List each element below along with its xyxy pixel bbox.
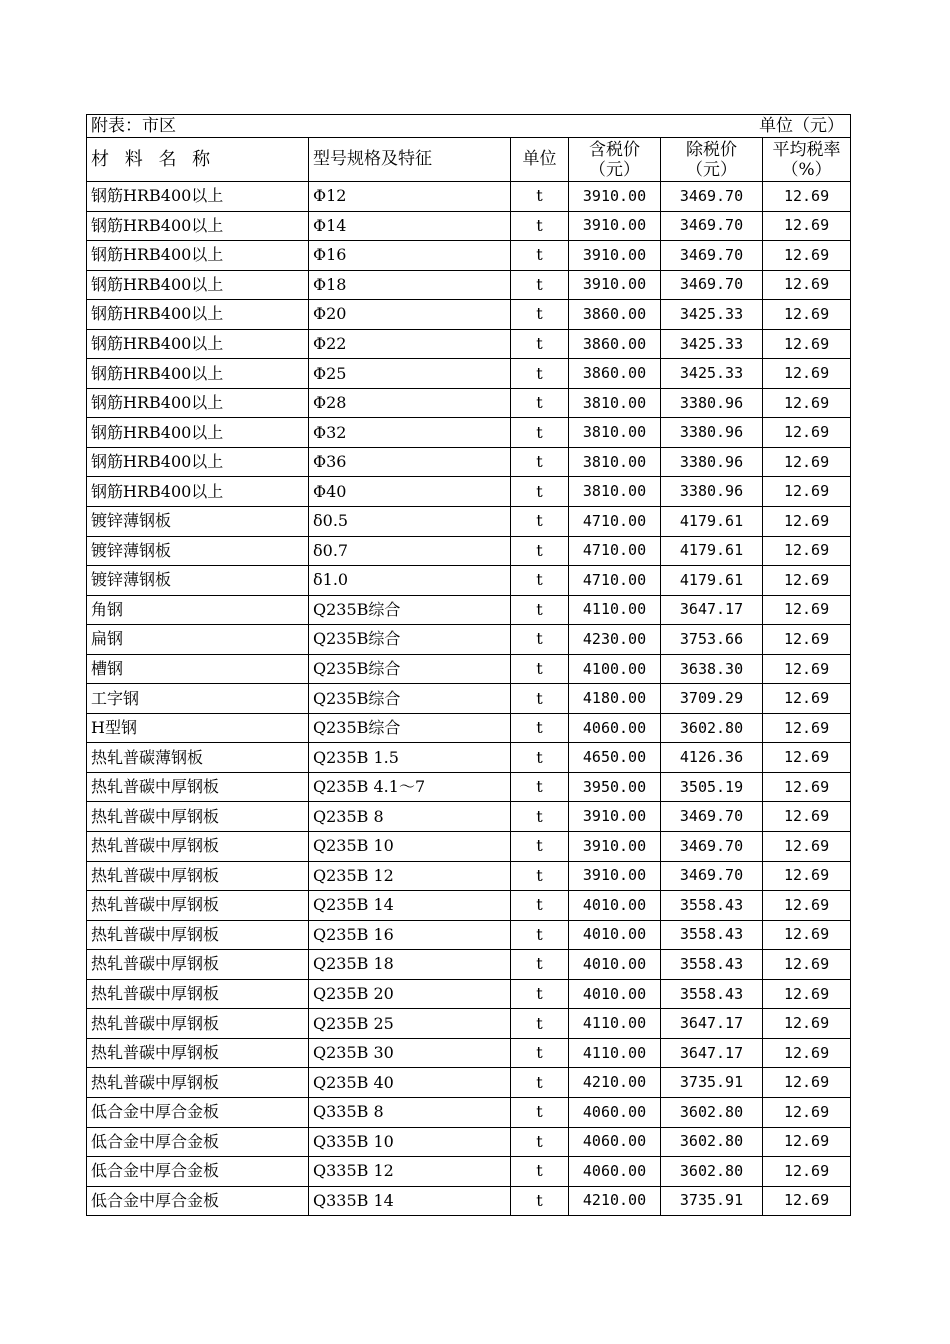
cell-unit: t [511, 359, 569, 389]
cell-name: 热轧普碳中厚钢板 [87, 861, 309, 891]
cell-spec: Q235B 10 [309, 832, 511, 862]
cell-unit: t [511, 772, 569, 802]
cell-price-notax: 3647.17 [661, 595, 763, 625]
cell-rate: 12.69 [763, 625, 851, 655]
cell-price-notax: 3647.17 [661, 1038, 763, 1068]
header-price-tax [569, 138, 661, 182]
cell-price-notax: 3505.19 [661, 772, 763, 802]
cell-price-notax: 4179.61 [661, 507, 763, 537]
cell-spec: Φ36 [309, 447, 511, 477]
cell-rate: 12.69 [763, 861, 851, 891]
table-row [87, 1009, 851, 1039]
cell-unit: t [511, 507, 569, 537]
cell-price-notax: 3602.80 [661, 1097, 763, 1127]
cell-unit: t [511, 1097, 569, 1127]
cell-rate: 12.69 [763, 241, 851, 271]
cell-spec: δ0.7 [309, 536, 511, 566]
cell-spec: Q235B 25 [309, 1009, 511, 1039]
cell-name: 热轧普碳中厚钢板 [87, 1009, 309, 1039]
table-row [87, 802, 851, 832]
table-row [87, 447, 851, 477]
cell-price-tax: 3910.00 [569, 832, 661, 862]
cell-name: 低合金中厚合金板 [87, 1157, 309, 1187]
cell-spec: δ0.5 [309, 507, 511, 537]
cell-price-tax: 4010.00 [569, 979, 661, 1009]
table-row [87, 625, 851, 655]
cell-price-tax: 3910.00 [569, 182, 661, 212]
cell-name: 钢筋HRB400以上 [87, 388, 309, 418]
cell-spec: δ1.0 [309, 566, 511, 596]
table-row [87, 654, 851, 684]
cell-name: 镀锌薄钢板 [87, 536, 309, 566]
cell-name: 钢筋HRB400以上 [87, 329, 309, 359]
cell-spec: Q235B 12 [309, 861, 511, 891]
cell-price-notax: 3558.43 [661, 920, 763, 950]
cell-price-notax: 3735.91 [661, 1186, 763, 1216]
cell-price-tax: 4060.00 [569, 713, 661, 743]
cell-price-notax: 4179.61 [661, 536, 763, 566]
cell-rate: 12.69 [763, 802, 851, 832]
header-rate-line2: （%） [781, 159, 832, 180]
header-rate-line1: 平均税率 [772, 139, 841, 160]
cell-name: 扁钢 [87, 625, 309, 655]
cell-spec: Q235B 1.5 [309, 743, 511, 773]
cell-price-notax: 3425.33 [661, 329, 763, 359]
cell-unit: t [511, 1038, 569, 1068]
cell-spec: Φ40 [309, 477, 511, 507]
cell-unit: t [511, 211, 569, 241]
table-row [87, 861, 851, 891]
cell-spec: Q335B 14 [309, 1186, 511, 1216]
cell-rate: 12.69 [763, 1157, 851, 1187]
cell-name: 角钢 [87, 595, 309, 625]
cell-rate: 12.69 [763, 1009, 851, 1039]
table-row [87, 182, 851, 212]
cell-price-tax: 4010.00 [569, 891, 661, 921]
cell-unit: t [511, 1157, 569, 1187]
table-row [87, 329, 851, 359]
price-sheet [86, 114, 850, 1216]
cell-unit: t [511, 861, 569, 891]
cell-price-notax: 4179.61 [661, 566, 763, 596]
cell-unit: t [511, 713, 569, 743]
cell-price-tax: 4110.00 [569, 1038, 661, 1068]
cell-price-notax: 3638.30 [661, 654, 763, 684]
cell-price-notax: 3469.70 [661, 832, 763, 862]
cell-price-tax: 3950.00 [569, 772, 661, 802]
header-spec: 型号规格及特征 [309, 138, 511, 182]
cell-price-notax: 3380.96 [661, 418, 763, 448]
table-row [87, 920, 851, 950]
cell-rate: 12.69 [763, 595, 851, 625]
cell-name: 热轧普碳中厚钢板 [87, 802, 309, 832]
cell-price-notax: 3469.70 [661, 241, 763, 271]
header-price-notax-line2: （元） [686, 159, 737, 180]
cell-spec: Q235B 20 [309, 979, 511, 1009]
cell-spec: Q235B综合 [309, 684, 511, 714]
cell-price-tax: 3910.00 [569, 270, 661, 300]
cell-price-tax: 3910.00 [569, 211, 661, 241]
cell-unit: t [511, 241, 569, 271]
cell-price-tax: 3860.00 [569, 329, 661, 359]
cell-unit: t [511, 891, 569, 921]
cell-spec: Φ14 [309, 211, 511, 241]
cell-price-tax: 3860.00 [569, 359, 661, 389]
cell-price-notax: 4126.36 [661, 743, 763, 773]
cell-rate: 12.69 [763, 359, 851, 389]
header-row [87, 138, 851, 182]
table-row [87, 772, 851, 802]
cell-rate: 12.69 [763, 566, 851, 596]
header-price-notax [661, 138, 763, 182]
header-price-tax-line2: （元） [589, 159, 640, 180]
cell-price-tax: 3910.00 [569, 861, 661, 891]
header-unit: 单位 [511, 138, 569, 182]
table-row [87, 713, 851, 743]
cell-spec: Q235B 40 [309, 1068, 511, 1098]
cell-unit: t [511, 920, 569, 950]
cell-price-notax: 3602.80 [661, 1127, 763, 1157]
header-price-notax-line1: 除税价 [686, 139, 737, 160]
table-row [87, 1068, 851, 1098]
cell-unit: t [511, 300, 569, 330]
cell-price-tax: 4230.00 [569, 625, 661, 655]
cell-name: 热轧普碳中厚钢板 [87, 891, 309, 921]
header-rate [763, 138, 851, 182]
cell-price-notax: 3469.70 [661, 211, 763, 241]
cell-price-tax: 4710.00 [569, 507, 661, 537]
cell-spec: Q235B综合 [309, 625, 511, 655]
cell-spec: Q235B综合 [309, 654, 511, 684]
cell-price-tax: 4060.00 [569, 1127, 661, 1157]
cell-price-notax: 3425.33 [661, 359, 763, 389]
header-price-tax-line1: 含税价 [589, 139, 640, 160]
cell-unit: t [511, 802, 569, 832]
cell-price-tax: 3810.00 [569, 388, 661, 418]
cell-unit: t [511, 418, 569, 448]
cell-price-tax: 4110.00 [569, 595, 661, 625]
cell-name: 热轧普碳中厚钢板 [87, 1068, 309, 1098]
cell-unit: t [511, 654, 569, 684]
cell-price-tax: 4060.00 [569, 1097, 661, 1127]
cell-unit: t [511, 1127, 569, 1157]
cell-spec: Q235B 16 [309, 920, 511, 950]
cell-name: 低合金中厚合金板 [87, 1186, 309, 1216]
table-row [87, 270, 851, 300]
cell-rate: 12.69 [763, 684, 851, 714]
cell-price-notax: 3753.66 [661, 625, 763, 655]
cell-price-tax: 3910.00 [569, 802, 661, 832]
cell-name: 镀锌薄钢板 [87, 507, 309, 537]
table-row [87, 891, 851, 921]
price-table [86, 114, 851, 1216]
cell-name: H型钢 [87, 713, 309, 743]
cell-price-notax: 3602.80 [661, 1157, 763, 1187]
table-row [87, 1127, 851, 1157]
cell-price-notax: 3425.33 [661, 300, 763, 330]
cell-price-tax: 4010.00 [569, 950, 661, 980]
cell-rate: 12.69 [763, 950, 851, 980]
cell-unit: t [511, 950, 569, 980]
table-row [87, 684, 851, 714]
cell-rate: 12.69 [763, 654, 851, 684]
cell-rate: 12.69 [763, 182, 851, 212]
cell-rate: 12.69 [763, 418, 851, 448]
cell-name: 镀锌薄钢板 [87, 566, 309, 596]
cell-name: 钢筋HRB400以上 [87, 477, 309, 507]
cell-price-notax: 3558.43 [661, 950, 763, 980]
table-row [87, 507, 851, 537]
cell-rate: 12.69 [763, 300, 851, 330]
table-row [87, 241, 851, 271]
cell-name: 工字钢 [87, 684, 309, 714]
cell-rate: 12.69 [763, 743, 851, 773]
table-row [87, 743, 851, 773]
cell-spec: Φ16 [309, 241, 511, 271]
cell-rate: 12.69 [763, 270, 851, 300]
cell-name: 钢筋HRB400以上 [87, 211, 309, 241]
cell-price-notax: 3735.91 [661, 1068, 763, 1098]
cell-name: 钢筋HRB400以上 [87, 270, 309, 300]
cell-price-notax: 3647.17 [661, 1009, 763, 1039]
cell-spec: Φ20 [309, 300, 511, 330]
header-name: 材 料 名 称 [87, 138, 309, 182]
cell-rate: 12.69 [763, 1038, 851, 1068]
cell-rate: 12.69 [763, 713, 851, 743]
cell-name: 热轧普碳中厚钢板 [87, 920, 309, 950]
cell-name: 热轧普碳中厚钢板 [87, 772, 309, 802]
cell-rate: 12.69 [763, 832, 851, 862]
cell-name: 钢筋HRB400以上 [87, 418, 309, 448]
cell-rate: 12.69 [763, 979, 851, 1009]
cell-price-tax: 4180.00 [569, 684, 661, 714]
cell-spec: Q235B 4.1～7 [309, 772, 511, 802]
cell-rate: 12.69 [763, 1127, 851, 1157]
table-row [87, 211, 851, 241]
table-row [87, 979, 851, 1009]
cell-name: 钢筋HRB400以上 [87, 447, 309, 477]
cell-price-notax: 3469.70 [661, 802, 763, 832]
cell-rate: 12.69 [763, 477, 851, 507]
cell-rate: 12.69 [763, 329, 851, 359]
cell-spec: Q335B 8 [309, 1097, 511, 1127]
cell-rate: 12.69 [763, 772, 851, 802]
cell-name: 钢筋HRB400以上 [87, 241, 309, 271]
cell-spec: Q235B 14 [309, 891, 511, 921]
cell-price-tax: 4100.00 [569, 654, 661, 684]
cell-rate: 12.69 [763, 507, 851, 537]
cell-name: 钢筋HRB400以上 [87, 359, 309, 389]
cell-price-tax: 4710.00 [569, 536, 661, 566]
cell-price-tax: 3810.00 [569, 418, 661, 448]
cell-price-tax: 4650.00 [569, 743, 661, 773]
table-row [87, 388, 851, 418]
cell-price-notax: 3380.96 [661, 388, 763, 418]
cell-unit: t [511, 832, 569, 862]
cell-unit: t [511, 625, 569, 655]
cell-unit: t [511, 684, 569, 714]
table-row [87, 832, 851, 862]
cell-unit: t [511, 329, 569, 359]
cell-price-tax: 4110.00 [569, 1009, 661, 1039]
cell-spec: Q235B综合 [309, 713, 511, 743]
cell-name: 槽钢 [87, 654, 309, 684]
cell-rate: 12.69 [763, 447, 851, 477]
table-row [87, 595, 851, 625]
cell-name: 钢筋HRB400以上 [87, 300, 309, 330]
cell-spec: Q335B 10 [309, 1127, 511, 1157]
cell-price-tax: 4210.00 [569, 1068, 661, 1098]
cell-name: 热轧普碳中厚钢板 [87, 979, 309, 1009]
cell-unit: t [511, 1186, 569, 1216]
table-row [87, 1157, 851, 1187]
cell-price-notax: 3380.96 [661, 447, 763, 477]
cell-price-notax: 3469.70 [661, 182, 763, 212]
cell-price-tax: 4060.00 [569, 1157, 661, 1187]
table-row [87, 477, 851, 507]
cell-price-tax: 3810.00 [569, 447, 661, 477]
cell-name: 热轧普碳中厚钢板 [87, 832, 309, 862]
cell-unit: t [511, 595, 569, 625]
cell-price-notax: 3558.43 [661, 979, 763, 1009]
cell-spec: Φ22 [309, 329, 511, 359]
cell-spec: Q235B综合 [309, 595, 511, 625]
table-row [87, 359, 851, 389]
cell-spec: Φ25 [309, 359, 511, 389]
cell-unit: t [511, 447, 569, 477]
cell-price-tax: 4210.00 [569, 1186, 661, 1216]
cell-unit: t [511, 270, 569, 300]
cell-price-notax: 3709.29 [661, 684, 763, 714]
cell-unit: t [511, 1009, 569, 1039]
cell-rate: 12.69 [763, 211, 851, 241]
cell-rate: 12.69 [763, 1097, 851, 1127]
cell-spec: Φ32 [309, 418, 511, 448]
cell-spec: Φ28 [309, 388, 511, 418]
cell-rate: 12.69 [763, 536, 851, 566]
table-row [87, 1186, 851, 1216]
cell-unit: t [511, 388, 569, 418]
cell-spec: Φ12 [309, 182, 511, 212]
cell-price-tax: 3810.00 [569, 477, 661, 507]
cell-price-notax: 3469.70 [661, 861, 763, 891]
cell-spec: Q235B 30 [309, 1038, 511, 1068]
cell-rate: 12.69 [763, 920, 851, 950]
cell-name: 热轧普碳中厚钢板 [87, 950, 309, 980]
cell-name: 热轧普碳中厚钢板 [87, 1038, 309, 1068]
cell-price-notax: 3380.96 [661, 477, 763, 507]
cell-name: 低合金中厚合金板 [87, 1097, 309, 1127]
cell-price-notax: 3602.80 [661, 713, 763, 743]
sheet-title: 附表：市区 [91, 116, 176, 136]
cell-spec: Φ18 [309, 270, 511, 300]
cell-name: 低合金中厚合金板 [87, 1127, 309, 1157]
title-cell [87, 115, 851, 138]
cell-rate: 12.69 [763, 891, 851, 921]
cell-rate: 12.69 [763, 388, 851, 418]
cell-unit: t [511, 536, 569, 566]
cell-rate: 12.69 [763, 1186, 851, 1216]
cell-spec: Q235B 18 [309, 950, 511, 980]
table-row [87, 950, 851, 980]
unit-note: 单位（元） [759, 116, 845, 136]
cell-name: 钢筋HRB400以上 [87, 182, 309, 212]
cell-unit: t [511, 743, 569, 773]
cell-price-notax: 3558.43 [661, 891, 763, 921]
table-row [87, 536, 851, 566]
table-row [87, 1038, 851, 1068]
table-row [87, 566, 851, 596]
cell-rate: 12.69 [763, 1068, 851, 1098]
cell-price-tax: 3860.00 [569, 300, 661, 330]
cell-price-tax: 3910.00 [569, 241, 661, 271]
cell-price-tax: 4710.00 [569, 566, 661, 596]
cell-unit: t [511, 1068, 569, 1098]
cell-unit: t [511, 566, 569, 596]
cell-spec: Q335B 12 [309, 1157, 511, 1187]
cell-price-notax: 3469.70 [661, 270, 763, 300]
cell-unit: t [511, 182, 569, 212]
cell-price-tax: 4010.00 [569, 920, 661, 950]
cell-name: 热轧普碳薄钢板 [87, 743, 309, 773]
title-row [87, 115, 851, 138]
table-row [87, 418, 851, 448]
cell-unit: t [511, 979, 569, 1009]
table-row [87, 1097, 851, 1127]
table-row [87, 300, 851, 330]
cell-unit: t [511, 477, 569, 507]
cell-spec: Q235B 8 [309, 802, 511, 832]
